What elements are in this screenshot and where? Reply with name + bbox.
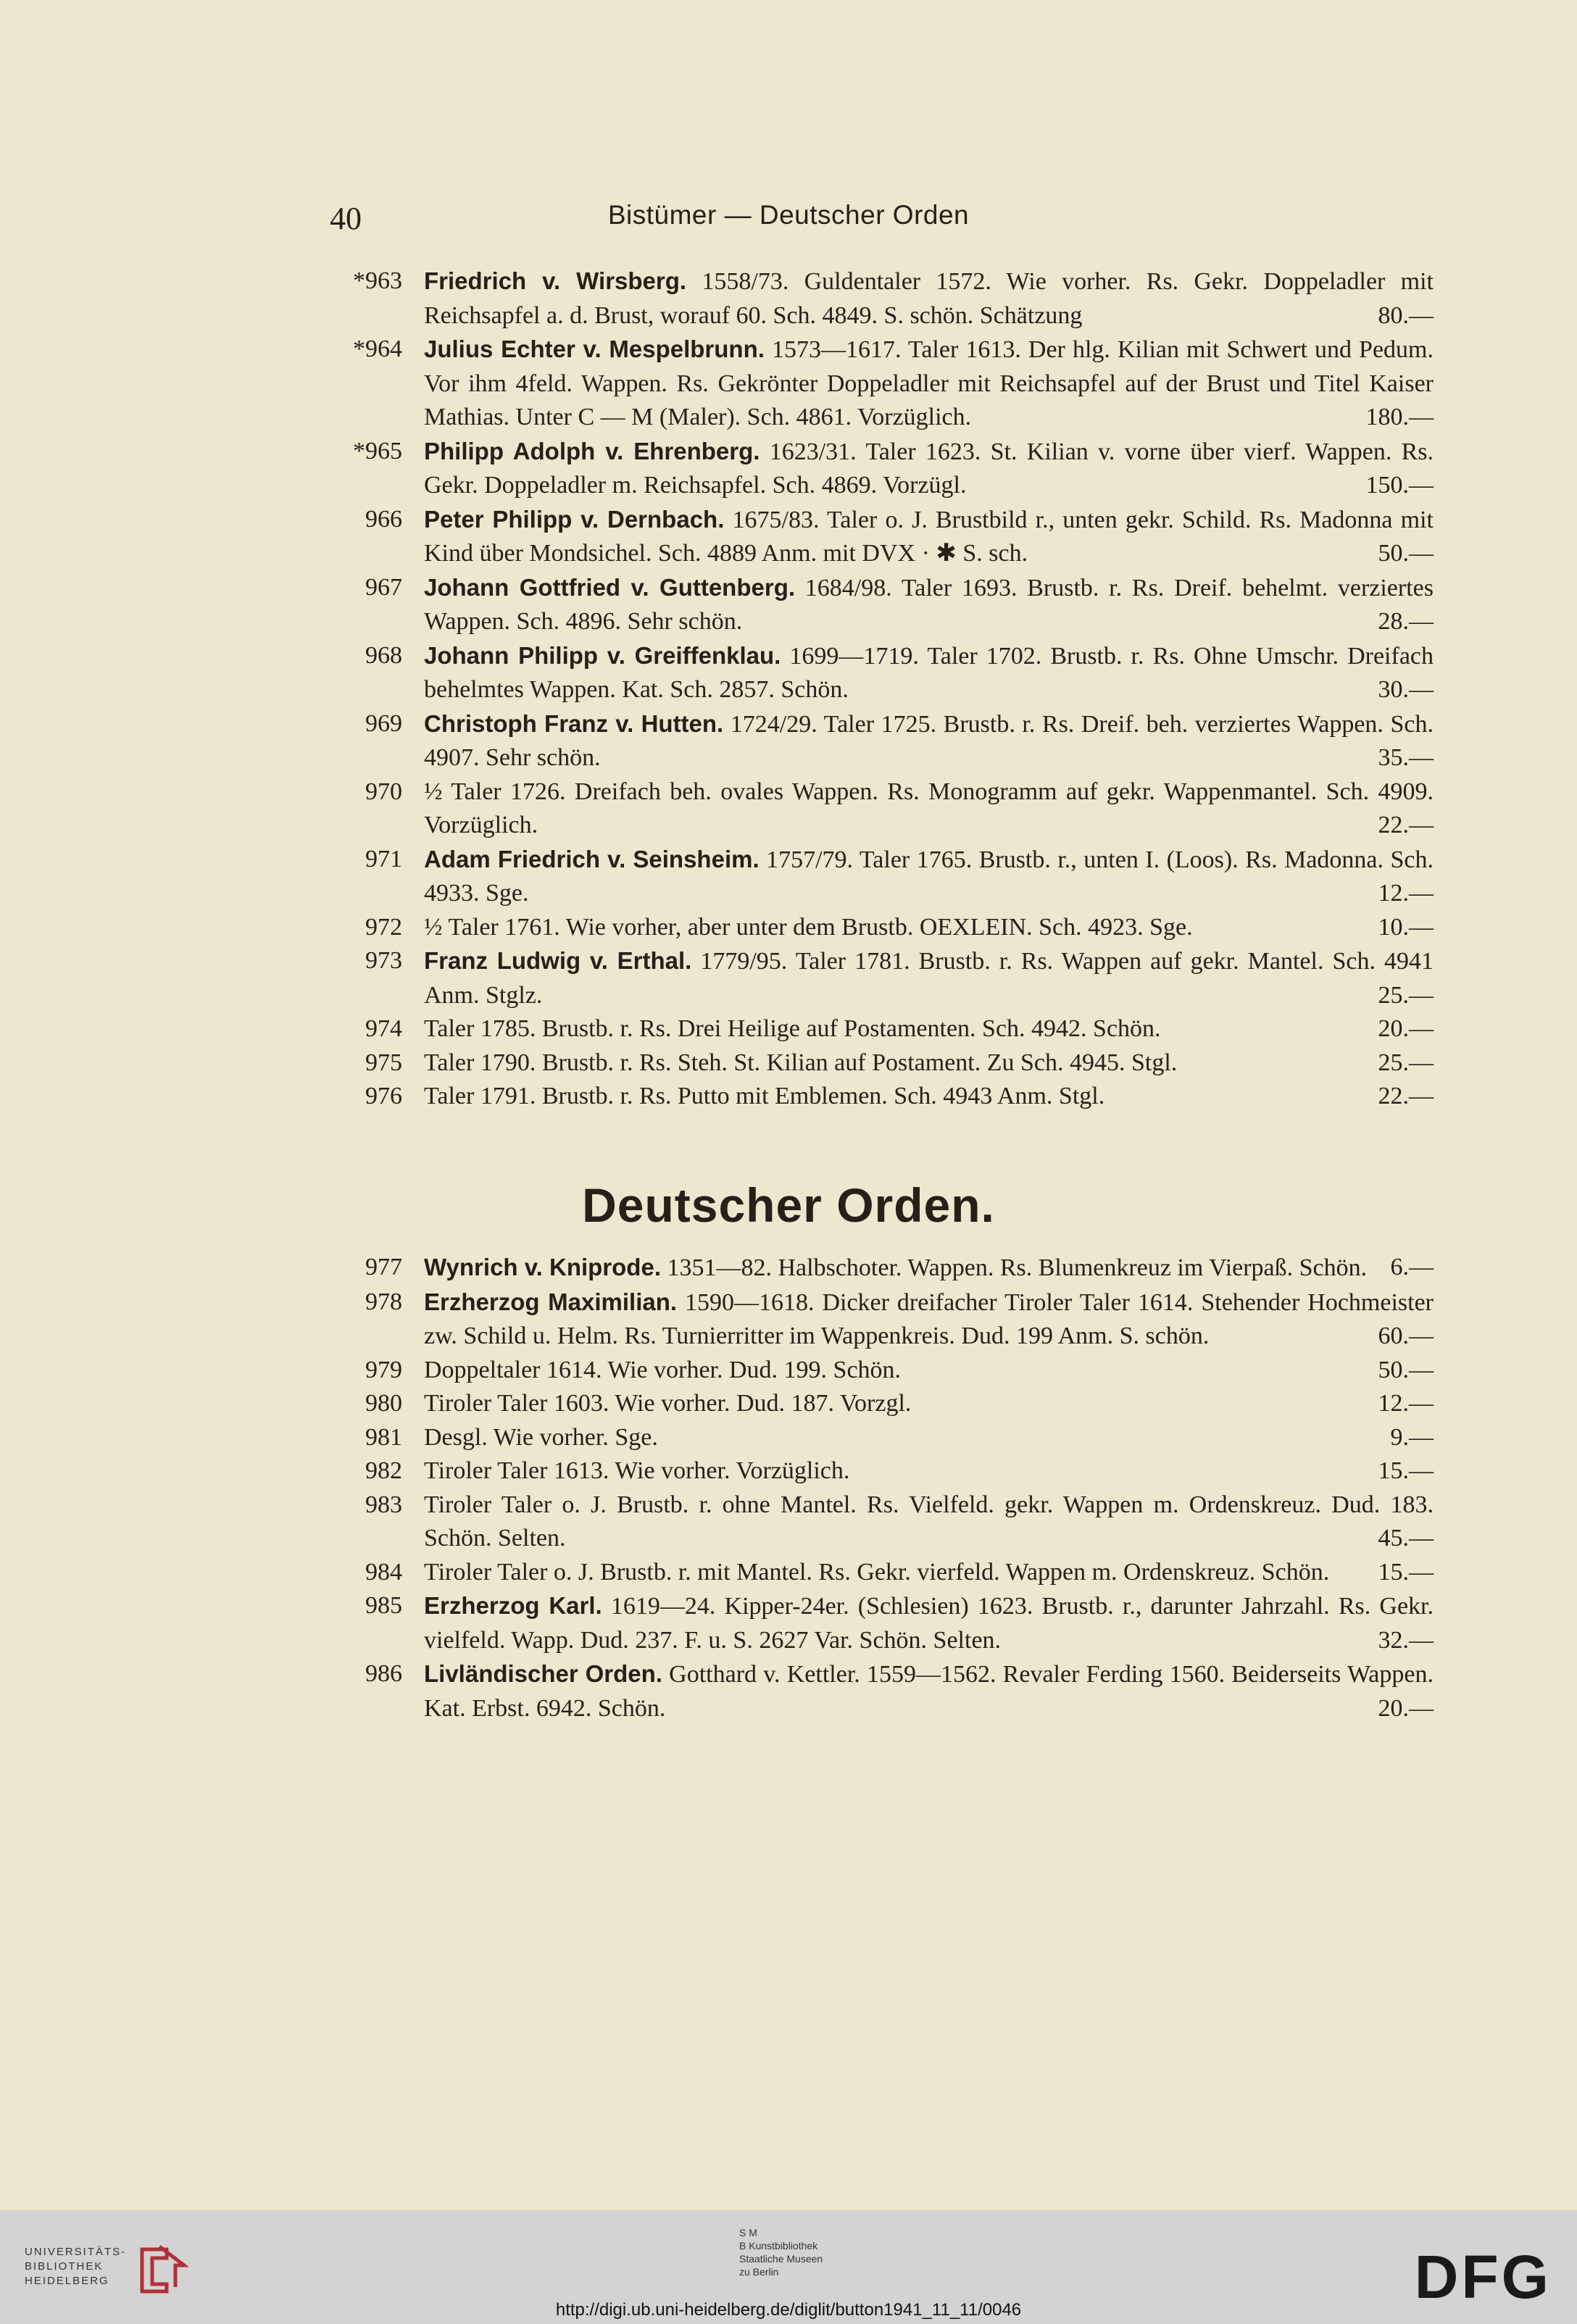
entry-price: 50.— [1378, 540, 1434, 567]
entry-text: 1558/73. Guldentaler 1572. Wie vorher. Rs. Gekr. Doppeladler mit Reichsapfel a. d. Brust, worauf 60. Sch. 4849. S. schön. Schätzung [424, 268, 1434, 329]
entry-text: Gotthard v. Kettler. 1559—1562. Revaler Ferding 1560. Beiderseits Wappen. Kat. Erbst. 6942. Schön. [424, 1661, 1434, 1722]
entry-price: 150.— [1365, 472, 1434, 499]
catalog-entry [312, 1080, 1434, 1114]
entry-ruler-name: Christoph Franz v. Hutten. [424, 709, 724, 737]
catalog-entry [312, 707, 1434, 775]
entry-price: 50.— [1378, 1356, 1434, 1383]
entry-description [424, 333, 1434, 435]
entry-ruler-name: Wynrich v. Kniprode. [424, 1254, 661, 1280]
entry-price: 15.— [1378, 1558, 1434, 1586]
entry-ruler-name: Adam Friedrich v. Seinsheim. [424, 845, 760, 872]
stamp-line: B Kunstbibliothek [739, 2240, 818, 2252]
entry-price: 10.— [1378, 913, 1434, 941]
catalog-entry [312, 1387, 1434, 1421]
entry-ruler-name: Livländischer Orden. [424, 1660, 662, 1687]
entry-description [424, 571, 1434, 639]
dfg-logo: DFG [1414, 2243, 1552, 2311]
entry-description [424, 435, 1434, 503]
university-line: BIBLIOTHEK [25, 2260, 104, 2273]
catalog-entry [312, 503, 1434, 571]
entry-description [424, 1286, 1434, 1354]
entry-text: 1699—1719. Taler 1702. Brustb. r. Rs. Ohne Umschr. Dreifach behelmtes Wappen. Kat. Sch. 2857. Schön. [424, 642, 1434, 703]
entry-ruler-name: Julius Echter v. Mespelbrunn. [424, 336, 765, 362]
entry-text: 1573—1617. Taler 1613. Der hlg. Kilian mit Schwert und Pedum. Vor ihm 4feld. Wappen. Rs. Gekrönter Doppeladler mit Reichsapfel auf der Brust und Titel Kaiser Mathias. Unter C — M (Maler). Sch. 4861. Vorzüglich. [424, 336, 1434, 430]
catalog-entry [312, 265, 1434, 333]
lot-number: 983 [365, 1491, 402, 1518]
entry-price: 15.— [1378, 1457, 1434, 1484]
entry-price: 80.— [1378, 301, 1434, 329]
lot-number: 966 [365, 505, 402, 533]
entry-text: Tiroler Taler o. J. Brustb. r. mit Mantel. Rs. Gekr. vierfeld. Wappen m. Ordenskreuz. Schön. [424, 1558, 1330, 1586]
entry-description [424, 1454, 1434, 1488]
entry-ruler-name: Erzherzog Maximilian. [424, 1288, 678, 1315]
entry-price: 35.— [1378, 744, 1434, 771]
lot-number: 977 [365, 1254, 402, 1280]
entry-price: 12.— [1378, 880, 1434, 907]
lot-number: 967 [365, 573, 402, 601]
entry-ruler-name: Peter Philipp v. Dernbach. [424, 505, 725, 533]
entry-price: 30.— [1378, 676, 1434, 703]
catalog-entry [312, 571, 1434, 639]
entry-text: 1779/95. Taler 1781. Brustb. r. Rs. Wappen auf gekr. Mantel. Sch. 4941 Anm. Stglz. [424, 948, 1434, 1009]
catalog-entry [312, 911, 1434, 945]
university-line: UNIVERSITÄTS- [25, 2246, 127, 2258]
catalog-entry [312, 435, 1434, 503]
university-logo-icon [138, 2244, 188, 2296]
lot-number: 973 [365, 947, 402, 974]
entry-price: 60.— [1378, 1323, 1434, 1349]
page-number: 40 [330, 201, 362, 236]
entry-price: 180.— [1365, 404, 1434, 430]
lot-number: 978 [365, 1288, 402, 1315]
catalog-entry [312, 333, 1434, 435]
lot-number: 970 [365, 778, 402, 805]
lot-number: 968 [365, 641, 402, 669]
catalog-entries-deutscher-orden [312, 1251, 1434, 1725]
running-title: Bistümer — Deutscher Orden [607, 200, 970, 230]
entry-ruler-name: Johann Philipp v. Greiffenklau. [424, 641, 781, 669]
stamp-line: zu Berlin [739, 2266, 779, 2278]
lot-number: 974 [365, 1015, 402, 1042]
entry-text: Taler 1791. Brustb. r. Rs. Putto mit Emblemen. Sch. 4943 Anm. Stgl. [424, 1083, 1105, 1109]
entry-text: 1351—82. Halbschoter. Wappen. Rs. Blumenkreuz im Vierpaß. Schön. [661, 1254, 1368, 1281]
entry-price: 22.— [1378, 1083, 1434, 1109]
entry-price: 32.— [1378, 1626, 1434, 1654]
catalog-entry [312, 639, 1434, 707]
entry-text: 1757/79. Taler 1765. Brustb. r., unten I. (Loos). Rs. Madonna. Sch. 4933. Sge. [424, 846, 1434, 907]
catalog-entries-bistuemer [312, 265, 1434, 1114]
entry-text: 1675/83. Taler o. J. Brustbild r., unten gekr. Schild. Rs. Madonna mit Kind über Mondsichel. Sch. 4889 Anm. mit DVX · ✱ S. sch. [424, 506, 1434, 567]
entry-text: Taler 1785. Brustb. r. Rs. Drei Heilige auf Postamenten. Sch. 4942. Schön. [424, 1015, 1161, 1042]
lot-number: *963 [353, 267, 402, 294]
catalog-entry [312, 1421, 1434, 1455]
lot-number: 985 [365, 1592, 402, 1619]
entry-description [424, 944, 1434, 1012]
entry-ruler-name: Philipp Adolph v. Ehrenberg. [424, 437, 760, 465]
catalog-entry [312, 1488, 1434, 1556]
lot-number: 980 [365, 1390, 402, 1417]
entry-description [424, 707, 1434, 775]
digitization-footer [0, 2210, 1577, 2324]
entry-text: 1623/31. Taler 1623. St. Kilian v. vorne über vierf. Wappen. Rs. Gekr. Doppeladler m. Reichsapfel. Sch. 4869. Vorzügl. [424, 438, 1434, 499]
entry-description [424, 1387, 1434, 1421]
entry-text: Doppeltaler 1614. Wie vorher. Dud. 199. Schön. [424, 1356, 902, 1383]
catalog-entry [312, 1286, 1434, 1354]
entry-text: Tiroler Taler o. J. Brustb. r. ohne Mantel. Rs. Vielfeld. gekr. Wappen m. Ordenskreuz. Dud. 183. Schön. Selten. [424, 1491, 1434, 1552]
entry-description [424, 639, 1434, 707]
entry-text: Tiroler Taler 1603. Wie vorher. Dud. 187. Vorzgl. [424, 1390, 912, 1417]
page-header [0, 200, 1577, 243]
entry-price: 9.— [1390, 1423, 1434, 1451]
entry-description [424, 503, 1434, 571]
entry-price: 20.— [1378, 1015, 1434, 1042]
entry-description [424, 1556, 1434, 1590]
entry-ruler-name: Franz Ludwig v. Erthal. [424, 947, 692, 974]
stamp-line: Staatliche Museen [739, 2253, 823, 2265]
entry-price: 28.— [1378, 608, 1434, 635]
entry-text: Taler 1790. Brustb. r. Rs. Steh. St. Kilian auf Postament. Zu Sch. 4945. Stgl. [424, 1049, 1178, 1076]
lot-number: 976 [365, 1083, 402, 1109]
lot-number: 984 [365, 1558, 402, 1586]
stamp-line: S M [739, 2227, 757, 2238]
lot-number: 971 [365, 845, 402, 872]
entry-price: 45.— [1378, 1525, 1434, 1552]
entry-description [424, 1589, 1434, 1657]
entry-ruler-name: Erzherzog Karl. [424, 1592, 602, 1619]
entry-description [424, 775, 1434, 843]
entry-text: Desgl. Wie vorher. Sge. [424, 1423, 658, 1451]
catalog-entry [312, 843, 1434, 911]
entry-price: 25.— [1378, 1049, 1434, 1076]
lot-number: 979 [365, 1356, 402, 1383]
entry-text: 1724/29. Taler 1725. Brustb. r. Rs. Dreif. beh. verziertes Wappen. Sch. 4907. Sehr schön. [424, 710, 1434, 771]
catalog-entry [312, 1454, 1434, 1488]
entry-price: 12.— [1378, 1390, 1434, 1417]
museum-stamp [739, 2226, 823, 2278]
lot-number: *964 [353, 336, 402, 362]
entry-text: 1619—24. Kipper-24er. (Schlesien) 1623. Brustb. r., darunter Jahrzahl. Rs. Gekr. vielfeld. Wapp. Dud. 237. F. u. S. 2627 Var. Schön. Selten. [424, 1593, 1434, 1654]
entry-text: 1590—1618. Dicker dreifacher Tiroler Taler 1614. Stehender Hochmeister zw. Schild u. Helm. Rs. Turnierritter im Wappenkreis. Dud. 199 Anm. S. schön. [424, 1288, 1434, 1349]
entry-price: 22.— [1378, 812, 1434, 838]
lot-number: 969 [365, 709, 402, 737]
catalog-entry [312, 1046, 1434, 1080]
entry-description [424, 843, 1434, 911]
entry-description [424, 1080, 1434, 1114]
catalog-entry [312, 1657, 1434, 1725]
lot-number: 975 [365, 1049, 402, 1076]
lot-number: 982 [365, 1457, 402, 1484]
catalog-entry [312, 1012, 1434, 1046]
entry-price: 6.— [1390, 1254, 1434, 1280]
entry-description [424, 1421, 1434, 1455]
entry-description [424, 1657, 1434, 1725]
university-library-label [25, 2245, 126, 2288]
catalog-entry [312, 1251, 1434, 1286]
source-url-link[interactable]: http://digi.ub.uni-heidelberg.de/diglit/button1941_11_11/0046 [555, 2300, 1022, 2320]
entry-ruler-name: Friedrich v. Wirsberg. [424, 267, 687, 294]
catalog-entry [312, 1556, 1434, 1590]
entry-ruler-name: Johann Gottfried v. Guttenberg. [424, 573, 796, 601]
catalog-entry [312, 944, 1434, 1012]
section-title: Deutscher Orden. [582, 1178, 995, 1232]
entry-description [424, 1046, 1434, 1080]
entry-description [424, 1354, 1434, 1388]
catalog-entry [312, 1354, 1434, 1388]
entry-price: 25.— [1378, 981, 1434, 1009]
entry-description [424, 911, 1434, 945]
entry-text: Tiroler Taler 1613. Wie vorher. Vorzüglich. [424, 1457, 850, 1484]
lot-number: 981 [365, 1423, 402, 1451]
entry-description [424, 265, 1434, 333]
entry-text: ½ Taler 1761. Wie vorher, aber unter dem Brustb. OEXLEIN. Sch. 4923. Sge. [424, 913, 1193, 941]
entry-description [424, 1012, 1434, 1046]
catalog-entry [312, 775, 1434, 843]
entry-price: 20.— [1378, 1694, 1434, 1722]
entry-text: 1684/98. Taler 1693. Brustb. r. Rs. Dreif. behelmt. verziertes Wappen. Sch. 4896. Sehr schön. [424, 574, 1434, 635]
entry-text: ½ Taler 1726. Dreifach beh. ovales Wappen. Rs. Monogramm auf gekr. Wappenmantel. Sch. 4909. Vorzüglich. [424, 778, 1434, 838]
lot-number: 972 [365, 913, 402, 941]
lot-number: 986 [365, 1660, 402, 1687]
entry-description [424, 1488, 1434, 1556]
entry-description [424, 1251, 1434, 1286]
university-line: HEIDELBERG [25, 2275, 109, 2287]
catalog-entry [312, 1589, 1434, 1657]
lot-number: *965 [353, 437, 402, 465]
